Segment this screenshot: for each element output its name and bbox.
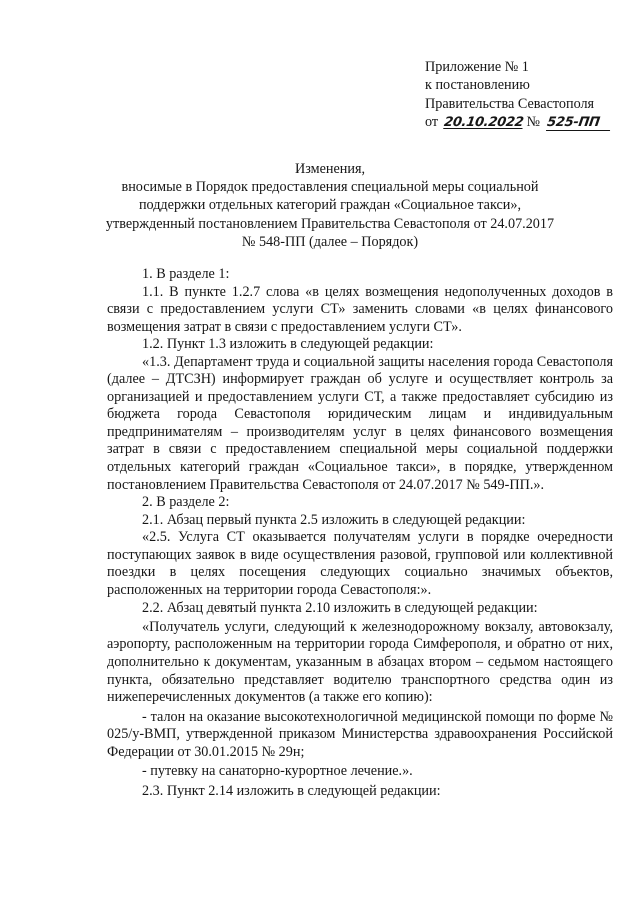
title-line: Изменения,: [294, 161, 366, 177]
paragraph-2-2: 2.2. Абзац девятый пункта 2.10 изложить в следующей редакции:: [142, 600, 538, 617]
paragraph-section-1: 1. В разделе 1:: [142, 266, 230, 282]
paragraph-1-2: 1.2. Пункт 1.3 изложить в следующей редакции:: [142, 336, 434, 353]
appendix-line-3: Правительства Севастополя: [425, 95, 595, 112]
handwritten-date: 20.10.2022: [442, 114, 525, 130]
paragraph-section-2: 2. В разделе 2:: [142, 494, 230, 511]
paragraph-2-10-text: «Получатель услуги, следующий к железнодорожному вокзалу, автовокзалу, аэропорту, расположенным на территории города Симферополя, и обратно от них, дополнительно к документам, указанным в абзацах втором – седьмом настоящего пункта, обязательно представляет водителю транспортного средства один из нижеперечисленных документов (а также его копию):: [107, 618, 613, 706]
appendix-block: [425, 58, 625, 132]
paragraph-2-3: 2.3. Пункт 2.14 изложить в следующей редакции:: [142, 782, 441, 799]
title-line: № 548-ПП (далее – Порядок): [241, 233, 419, 250]
document-title: [70, 160, 590, 251]
title-line: поддержки отдельных категорий граждан «Социальное такси»,: [138, 197, 522, 214]
appendix-line-1: Приложение № 1: [425, 59, 529, 75]
handwritten-number: 525-ПП: [545, 116, 611, 131]
paragraph-talon-item: - талон на оказание высокотехнологичной медицинской помощи по форме № 025/у-ВМП, утвержденной приказом Министерства здравоохранения Российской Федерации от 30.01.2015 № 29н;: [107, 708, 613, 760]
paragraph-2-1: 2.1. Абзац первый пункта 2.5 изложить в следующей редакции:: [142, 511, 526, 528]
paragraph-2-5-text: «2.5. Услуга СТ оказывается получателям услуги в порядке очередности поступающих заявок в виде осуществления разовой, групповой или коллективной поездки в целях посещения следующих социально значимых объектов, расположенных на территории города Севастополя:».: [107, 529, 613, 598]
appendix-line-2: к постановлению: [425, 77, 530, 94]
appendix-date-line: [425, 113, 625, 132]
number-prefix: №: [526, 113, 540, 130]
paragraph-1-1: 1.1. В пункте 1.2.7 слова «в целях возмещения недополученных доходов в связи с предоставлением услуги СТ» заменить словами «в целях финансового возмещения затрат в связи с предоставлением услуги СТ».: [107, 283, 613, 335]
paragraph-1-3-text: «1.3. Департамент труда и социальной защиты населения города Севастополя (далее – ДТСЗН) информирует граждан об услуге и осуществляет контроль за организацией и предоставлением услуги СТ, а также предоставляет субсидию из бюджета города Севастополя юридическим лицам и индивидуальным предпринимателям – производителям услуг в целях финансового возмещения затрат в связи с предоставлением специальной меры социальной поддержки отдельных категорий граждан «Социальное такси», в порядке, утвержденном постановлением Правительства Севастополя от 24.07.2017 № 549-ПП.».: [107, 353, 613, 493]
date-prefix: от: [425, 113, 439, 130]
title-line: вносимые в Порядок предоставления специальной меры социальной: [121, 179, 539, 196]
document-body: [107, 266, 613, 800]
paragraph-voucher-item: - путевку на санаторно-курортное лечение.».: [142, 763, 413, 780]
title-line: утвержденный постановлением Правительства Севастополя от 24.07.2017: [105, 215, 555, 232]
